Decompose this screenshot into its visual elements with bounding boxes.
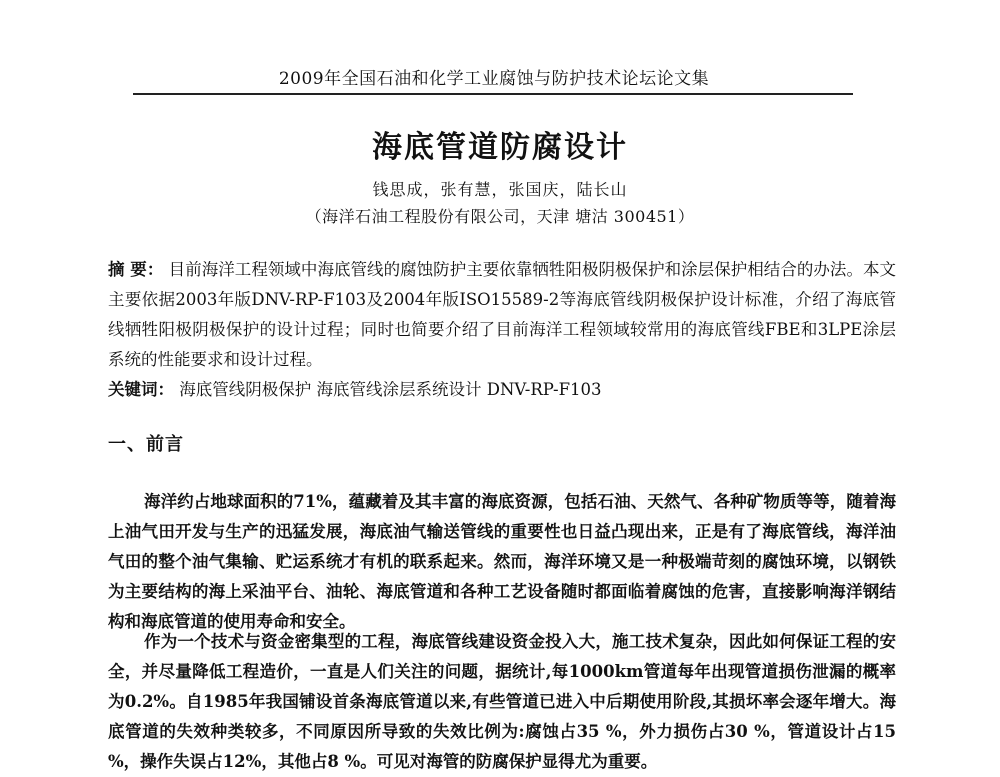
- abstract-label: 摘 要：: [108, 260, 164, 279]
- author-list: 钱思成，张有慧，张国庆，陆长山: [372, 180, 628, 199]
- keywords-text: 海底管线阴极保护 海底管线涂层系统设计 DNV-RP-F103: [179, 380, 602, 399]
- body-paragraph: 海洋约占地球面积的71%，蕴藏着及其丰富的海底资源，包括石油、天然气、各种矿物质等等，随着海上油气田开发与生产的迅猛发展，海底油气输送管线的重要性也日益凸现出来，正是有了海底管线，海洋油气田的整个油气集输、贮运系统才有机的联系起来。然而，海洋环境又是一种极端苛刻的腐蚀环境，以钢铁为主要结构的海上采油平台、油轮、海底管道和各种工艺设备随时都面临着腐蚀的危害，直接影响海洋钢结构和海底管道的使用寿命和安全。: [108, 492, 896, 631]
- section-heading: 一、前言: [108, 434, 184, 455]
- body-paragraph: 作为一个技术与资金密集型的工程，海底管线建设资金投入大，施工技术复杂，因此如何保证工程的安全，并尽量降低工程造价，一直是人们关注的问题，据统计,每1000km管道每年出现管道损伤泄漏的概率为0.2%。自1985年我国铺设首条海底管道以来,有些管道已进入中后期使用阶段,其损坏率会逐年增大。海底管道的失效种类较多，不同原因所导致的失效比例为:腐蚀占35 %，外力损伤占30 %，管道设计占15 %，操作失误占12%，其他占8 %。可见对海管的防腐保护显得尤为重要。: [108, 632, 896, 771]
- running-header: 2009年全国石油和化学工业腐蚀与防护技术论坛论文集: [278, 69, 710, 89]
- affiliation: （海洋石油工程股份有限公司，天津 塘沽 300451）: [305, 207, 695, 226]
- header-rule: [133, 93, 853, 95]
- abstract-text: 目前海洋工程领域中海底管线的腐蚀防护主要依靠牺牲阳极阴极保护和涂层保护相结合的办法。本文主要依据2003年版DNV-RP-F103及2004年版ISO15589-2等海底管线阴极保护设计标准，介绍了海底管线牺牲阳极阴极保护的设计过程；同时也简要介绍了目前海洋工程领域较常用的海底管线FBE和3LPE涂层系统的性能要求和设计过程。: [108, 260, 896, 369]
- keywords: [108, 375, 896, 405]
- keywords-label: 关键词：: [108, 380, 174, 399]
- abstract: [108, 255, 896, 375]
- paper-title: 海底管道防腐设计: [372, 130, 628, 165]
